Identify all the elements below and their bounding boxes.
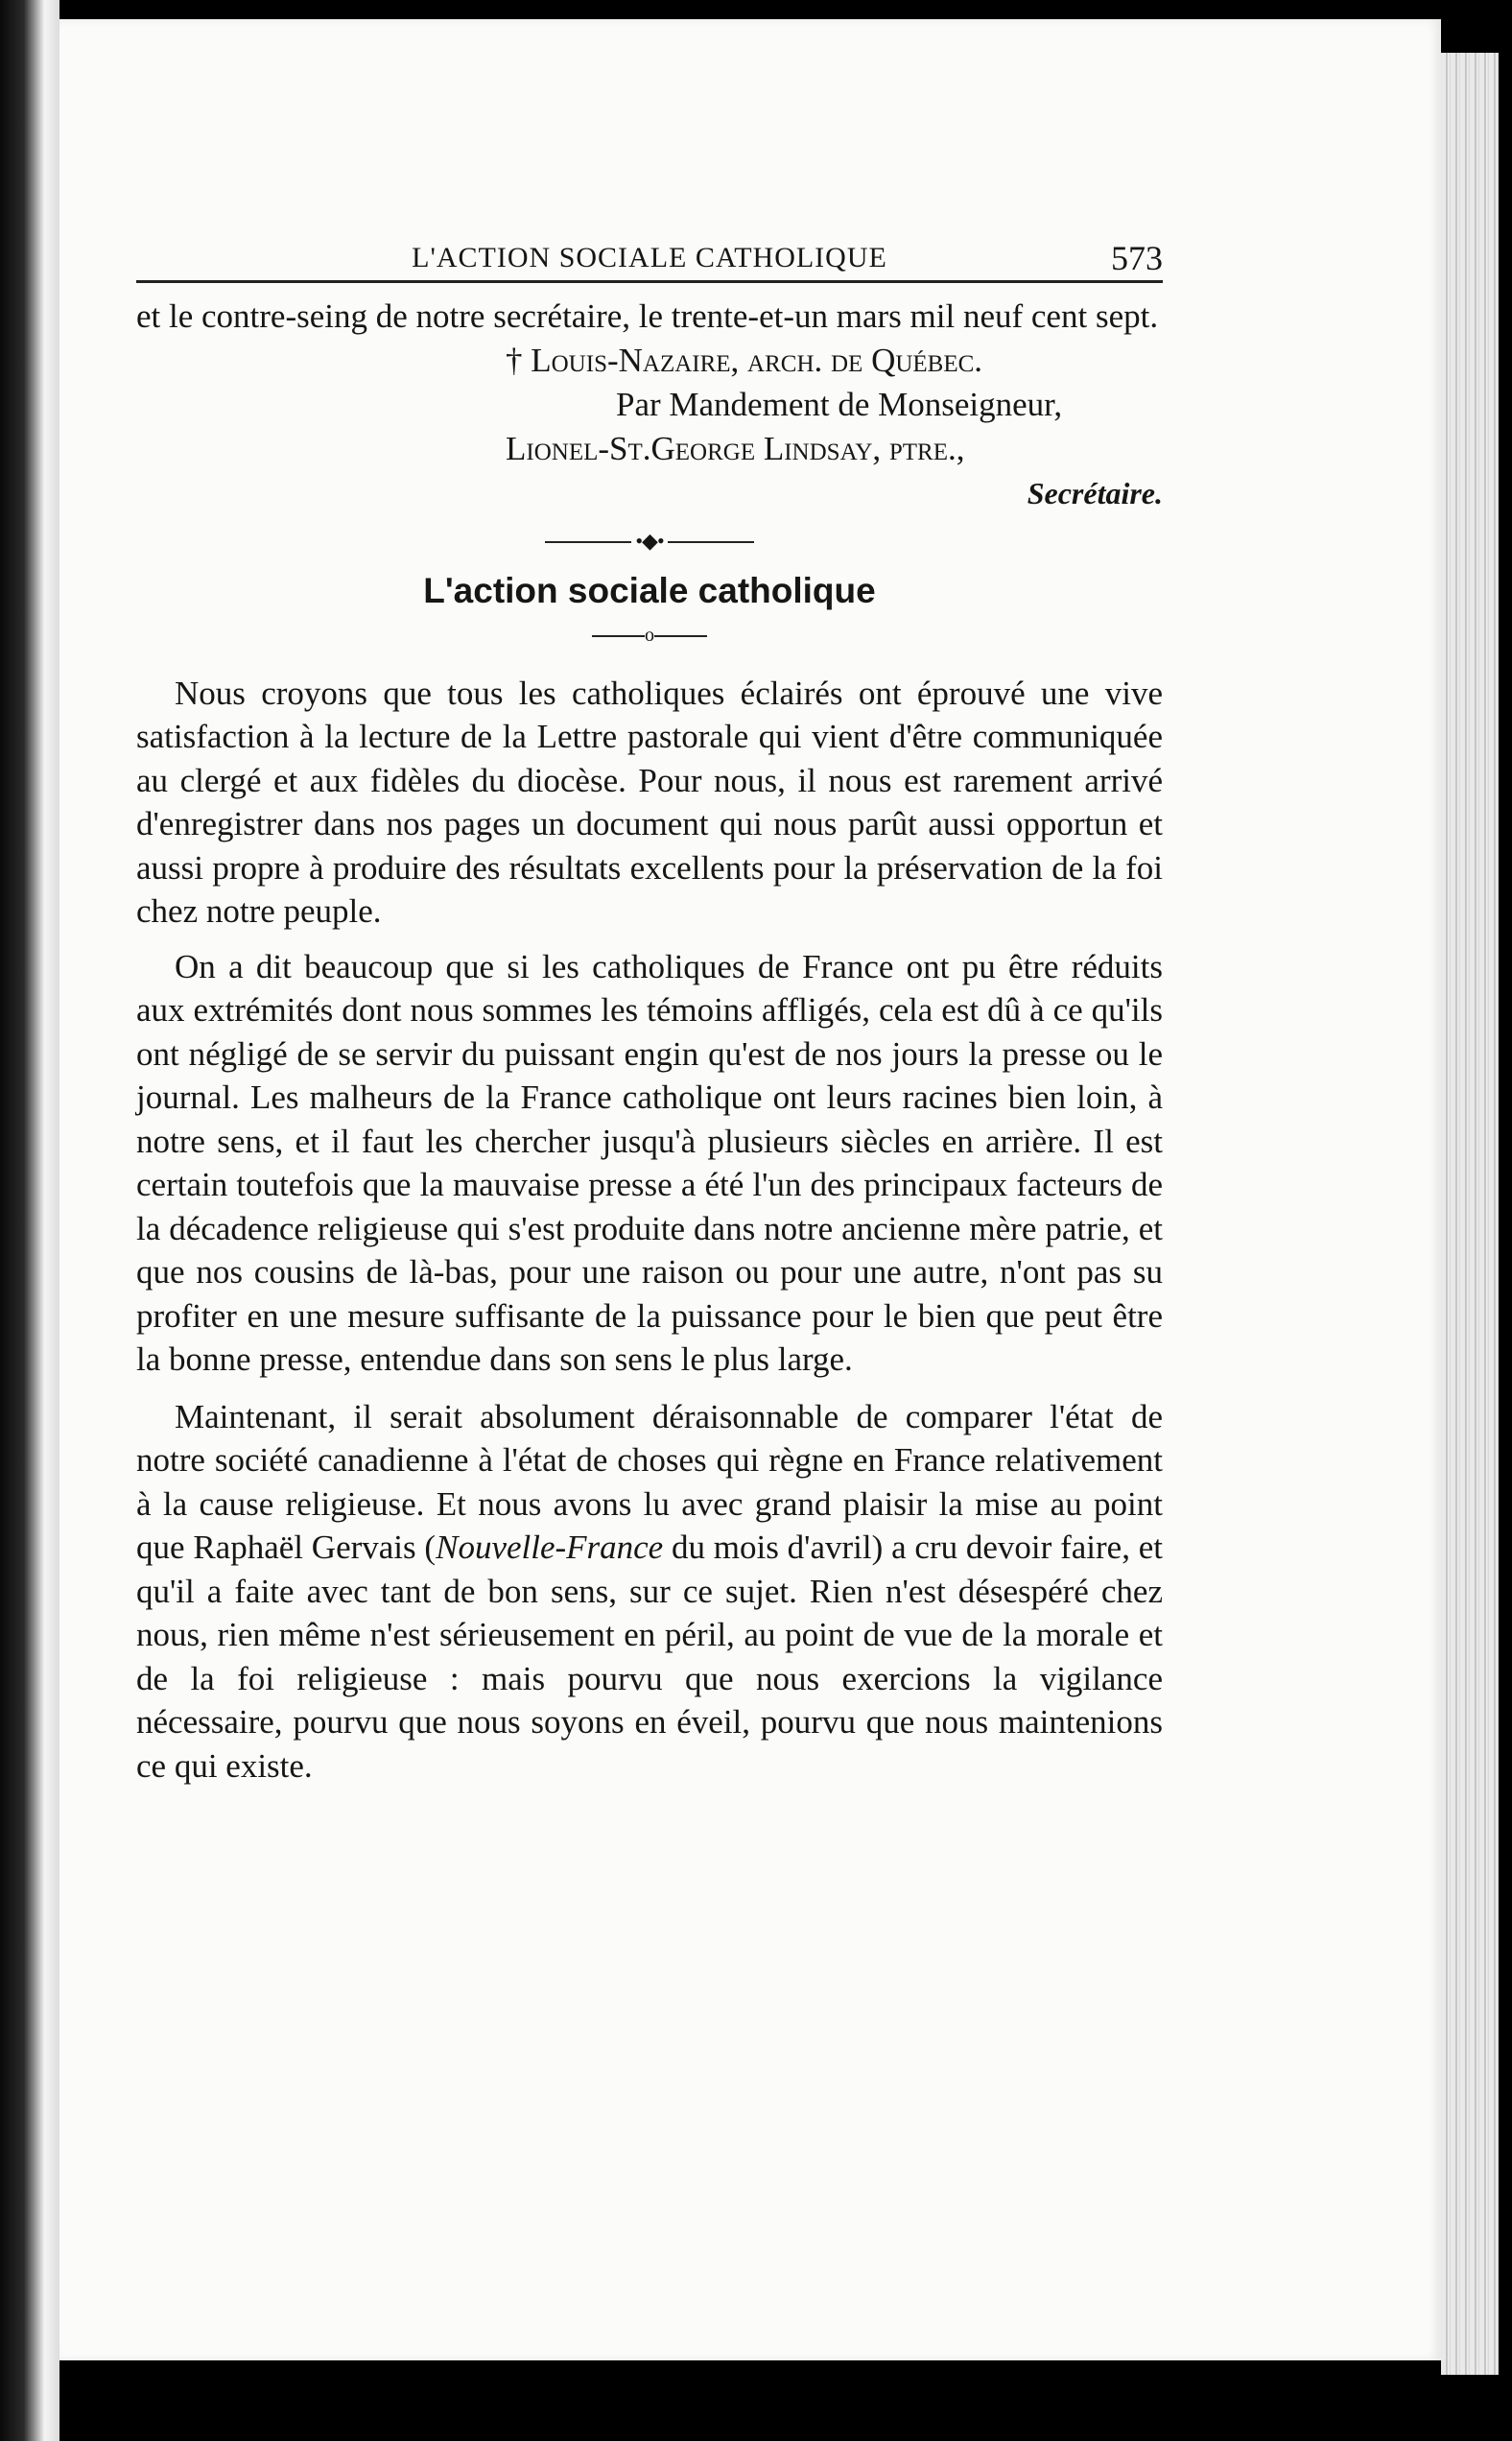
running-header (136, 223, 1163, 283)
signature-secretary-name: Lionel-St.George Lindsay, ptre., (506, 429, 965, 467)
page-stack-edge (1441, 53, 1499, 2375)
section-ornament (136, 529, 1163, 554)
article-title: L'action sociale catholique (423, 570, 876, 610)
title-separator (136, 625, 1163, 647)
ornament-glyph: •◆• (635, 528, 664, 553)
separator-glyph: o (645, 624, 654, 646)
closing-date-text: et le contre-seing de notre secrétaire, le trente-et-un mars mil neuf cent sept. (136, 297, 1159, 335)
article-paragraph-3 (136, 1395, 1163, 1789)
article-paragraph-2: On a dit beaucoup que si les catholiques de France ont pu être réduits aux extrémités dont nous sommes les témoins affligés, cela est dû à ce qu'ils ont négligé de se servir du puissant engin qu'est de nos jours la presse ou le journal. Les malheurs de la France catholique ont leurs racines bien loin, à notre sens, et il faut les chercher jusqu'à plusieurs siècles en arrière. Il est certain toutefois que la mauvaise presse a été l'un des principaux facteurs de la décadence religieuse qui s'est produite dans notre ancienne mère patrie, et que nos cousins de là-bas, pour une raison ou pour une autre, n'ont pas su profiter en une mesure suffisante de la puissance pour le bien que peut être la bonne presse, entendue dans son sens le plus large. (136, 947, 1163, 1378)
ornament-rule-left (545, 541, 631, 543)
article-paragraph-1: Nous croyons que tous les catholiques éclairés ont éprouvé une vive satisfaction à la lecture de la Lettre pastorale qui vient d'être communiquée au clergé et aux fidèles du diocèse. Pour nous, il nous est rarement arrivé d'enregistrer dans nos pages un document qui nous parût aussi opportun et aussi propre à produire des résultats excellents pour la préservation de la foi chez notre peuple. (136, 674, 1163, 930)
periodical-title: Nouvelle-France (436, 1529, 664, 1566)
running-title: L'ACTION SOCIALE CATHOLIQUE (412, 242, 887, 273)
ornament-rule-right (668, 541, 754, 543)
paragraph-3-after: du mois d'avril) a cru devoir faire, et qu'il a faite avec tant de bon sens, sur ce sujet. Rien n'est désespéré chez nous, rien même n'est sérieusement en péril, au point de vue de la morale et de la foi religieuse : mais pourvu que nous exercions la vigilance nécessaire, pourvu que nous soyons en éveil, pourvu que nous maintenions ce qui existe. (136, 1529, 1163, 1785)
paragraph-3-before: Maintenant, il serait absolument déraisonnable de comparer l'état de notre société canadienne à l'état de choses qui règne en France relativement à la cause religieuse. Et nous avons lu avec grand plaisir la mise au point que Raphaël Gervais ( (136, 1397, 1163, 1566)
signature-secretary-title: Secrétaire. (1027, 475, 1163, 510)
signature-archbishop: † Louis-Nazaire, arch. de Québec. (506, 341, 983, 379)
separator-rule-right (654, 635, 707, 637)
page-number: 573 (1111, 239, 1163, 277)
book-binding-edge (0, 0, 59, 2441)
page-content (136, 223, 1163, 1788)
signature-mandate: Par Mandement de Monseigneur, (616, 385, 1063, 423)
signature-block (136, 339, 1163, 515)
separator-rule-left (592, 635, 645, 637)
